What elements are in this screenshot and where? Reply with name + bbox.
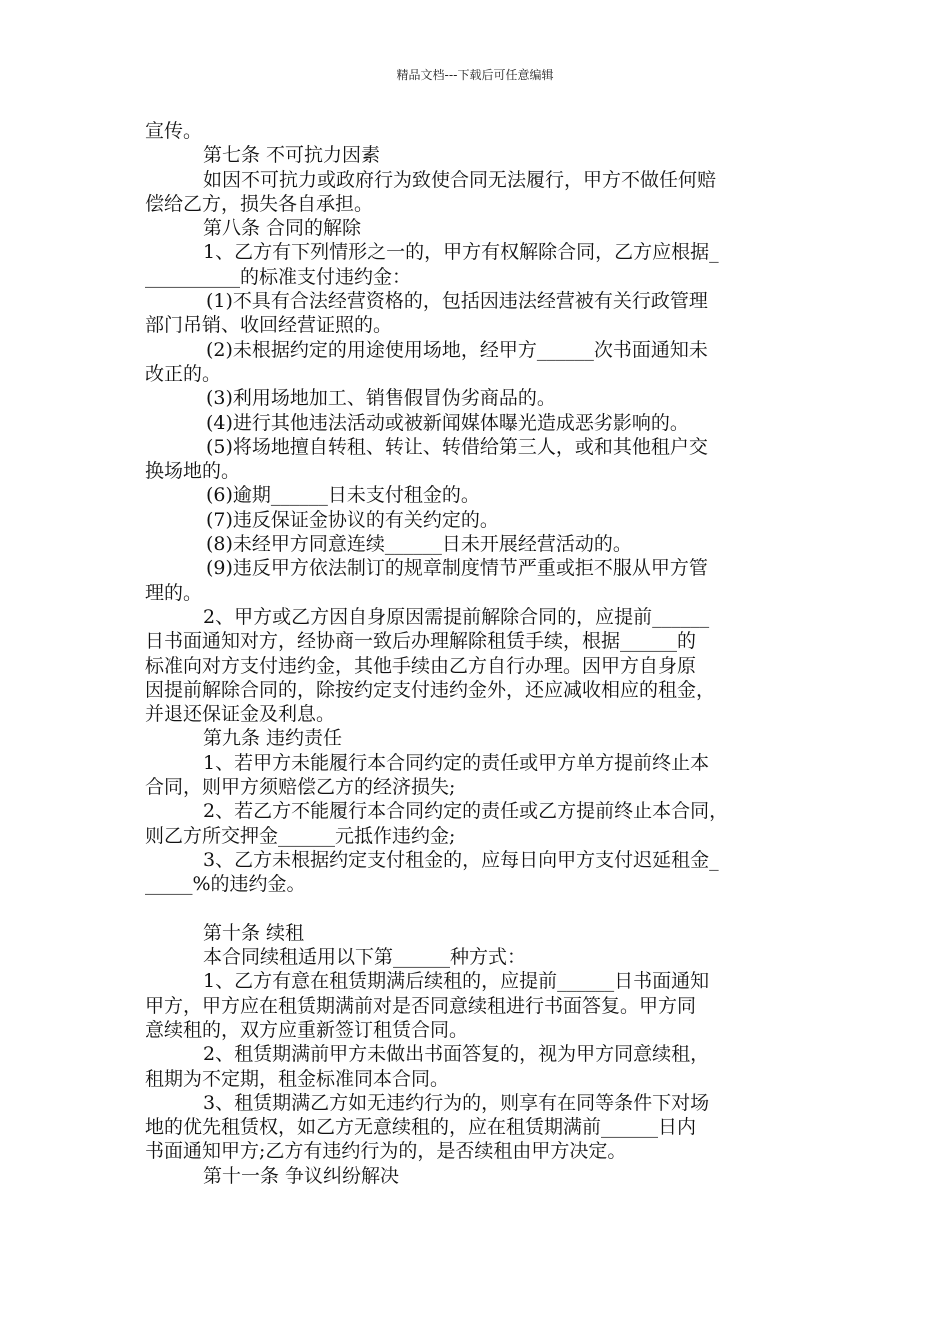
text-line: 因提前解除合同的，除按约定支付违约金外，还应减收相应的租金， <box>145 678 716 701</box>
page-header: 精品文档---下载后可任意编辑 <box>396 68 554 82</box>
text-line: 2、甲方或乙方因自身原因需提前解除合同的，应提前______ <box>203 605 710 628</box>
text-line: (1)不具有合法经营资格的，包括因违法经营被有关行政管理 <box>206 290 708 313</box>
text-line: 日书面通知对方，经协商一致后办理解除租赁手续，根据______的 <box>145 630 697 653</box>
text-line: 地的优先租赁权，如乙方无意续租的，应在租赁期满前______日内 <box>145 1116 697 1139</box>
text-line: (6)逾期______日未支付租金的。 <box>206 484 480 507</box>
text-line: 改正的。 <box>145 362 222 385</box>
blank-line <box>145 897 809 921</box>
text-line: 第十条 续租 <box>203 921 305 944</box>
text-line: 2、若乙方不能履行本合同约定的责任或乙方提前终止本合同， <box>203 800 729 823</box>
text-line: 1、乙方有意在租赁期满后续租的，应提前______日书面通知 <box>203 970 710 993</box>
text-line: _____%的违约金。 <box>145 873 306 896</box>
document-body <box>145 119 809 1188</box>
text-line: 则乙方所交押金______元抵作违约金; <box>145 824 456 847</box>
text-line: 并退还保证金及利息。 <box>145 703 336 726</box>
text-line: 理的。 <box>145 581 203 604</box>
text-line: (5)将场地擅自转租、转让、转借给第三人，或和其他租户交 <box>206 435 708 458</box>
text-line: (3)利用场地加工、销售假冒伪劣商品的。 <box>206 387 556 410</box>
text-line: 第九条 违约责任 <box>203 727 343 750</box>
text-line: 租期为不定期，租金标准同本合同。 <box>145 1067 450 1090</box>
text-line: (7)违反保证金协议的有关约定的。 <box>206 508 499 531</box>
text-line: 甲方，甲方应在租赁期满前对是否同意续租进行书面答复。甲方同 <box>145 994 697 1017</box>
text-line: 如因不可抗力或政府行为致使合同无法履行，甲方不做任何赔 <box>203 168 717 191</box>
text-line: 合同，则甲方须赔偿乙方的经济损失; <box>145 776 456 799</box>
text-line: 换场地的。 <box>145 460 241 483</box>
text-line: 本合同续租适用以下第______种方式： <box>203 946 527 969</box>
text-line: (8)未经甲方同意连续______日未开展经营活动的。 <box>206 533 632 556</box>
text-line: 1、乙方有下列情形之一的，甲方有权解除合同，乙方应根据_ <box>203 241 719 264</box>
text-line: 书面通知甲方;乙方有违约行为的，是否续租由甲方决定。 <box>145 1140 627 1163</box>
text-line: __________的标准支付违约金： <box>145 265 412 288</box>
text-line: 意续租的，双方应重新签订租赁合同。 <box>145 1018 469 1041</box>
text-line: (4)进行其他违法活动或被新闻媒体曝光造成恶劣影响的。 <box>206 411 689 434</box>
text-line: (2)未根据约定的用途使用场地，经甲方______次书面通知未 <box>206 338 708 361</box>
text-line: 第十一条 争议纠纷解决 <box>203 1164 400 1187</box>
text-line: 第七条 不可抗力因素 <box>203 144 381 167</box>
text-line: (9)违反甲方依法制订的规章制度情节严重或拒不服从甲方管 <box>206 557 708 580</box>
text-line: 第八条 合同的解除 <box>203 217 362 240</box>
text-line: 3、乙方未根据约定支付租金的，应每日向甲方支付迟延租金_ <box>203 848 719 871</box>
text-line: 偿给乙方，损失各自承担。 <box>145 192 374 215</box>
text-line: 宣传。 <box>145 120 203 142</box>
text-line: 3、租赁期满乙方如无违约行为的，则享有在同等条件下对场 <box>203 1091 710 1114</box>
text-line: 部门吊销、收回经营证照的。 <box>145 314 393 337</box>
text-line: 标准向对方支付违约金，其他手续由乙方自行办理。因甲方自身原 <box>145 654 697 677</box>
text-line: 2、租赁期满前甲方未做出书面答复的，视为甲方同意续租， <box>203 1043 710 1066</box>
text-line: 1、若甲方未能履行本合同约定的责任或甲方单方提前终止本 <box>203 751 710 774</box>
